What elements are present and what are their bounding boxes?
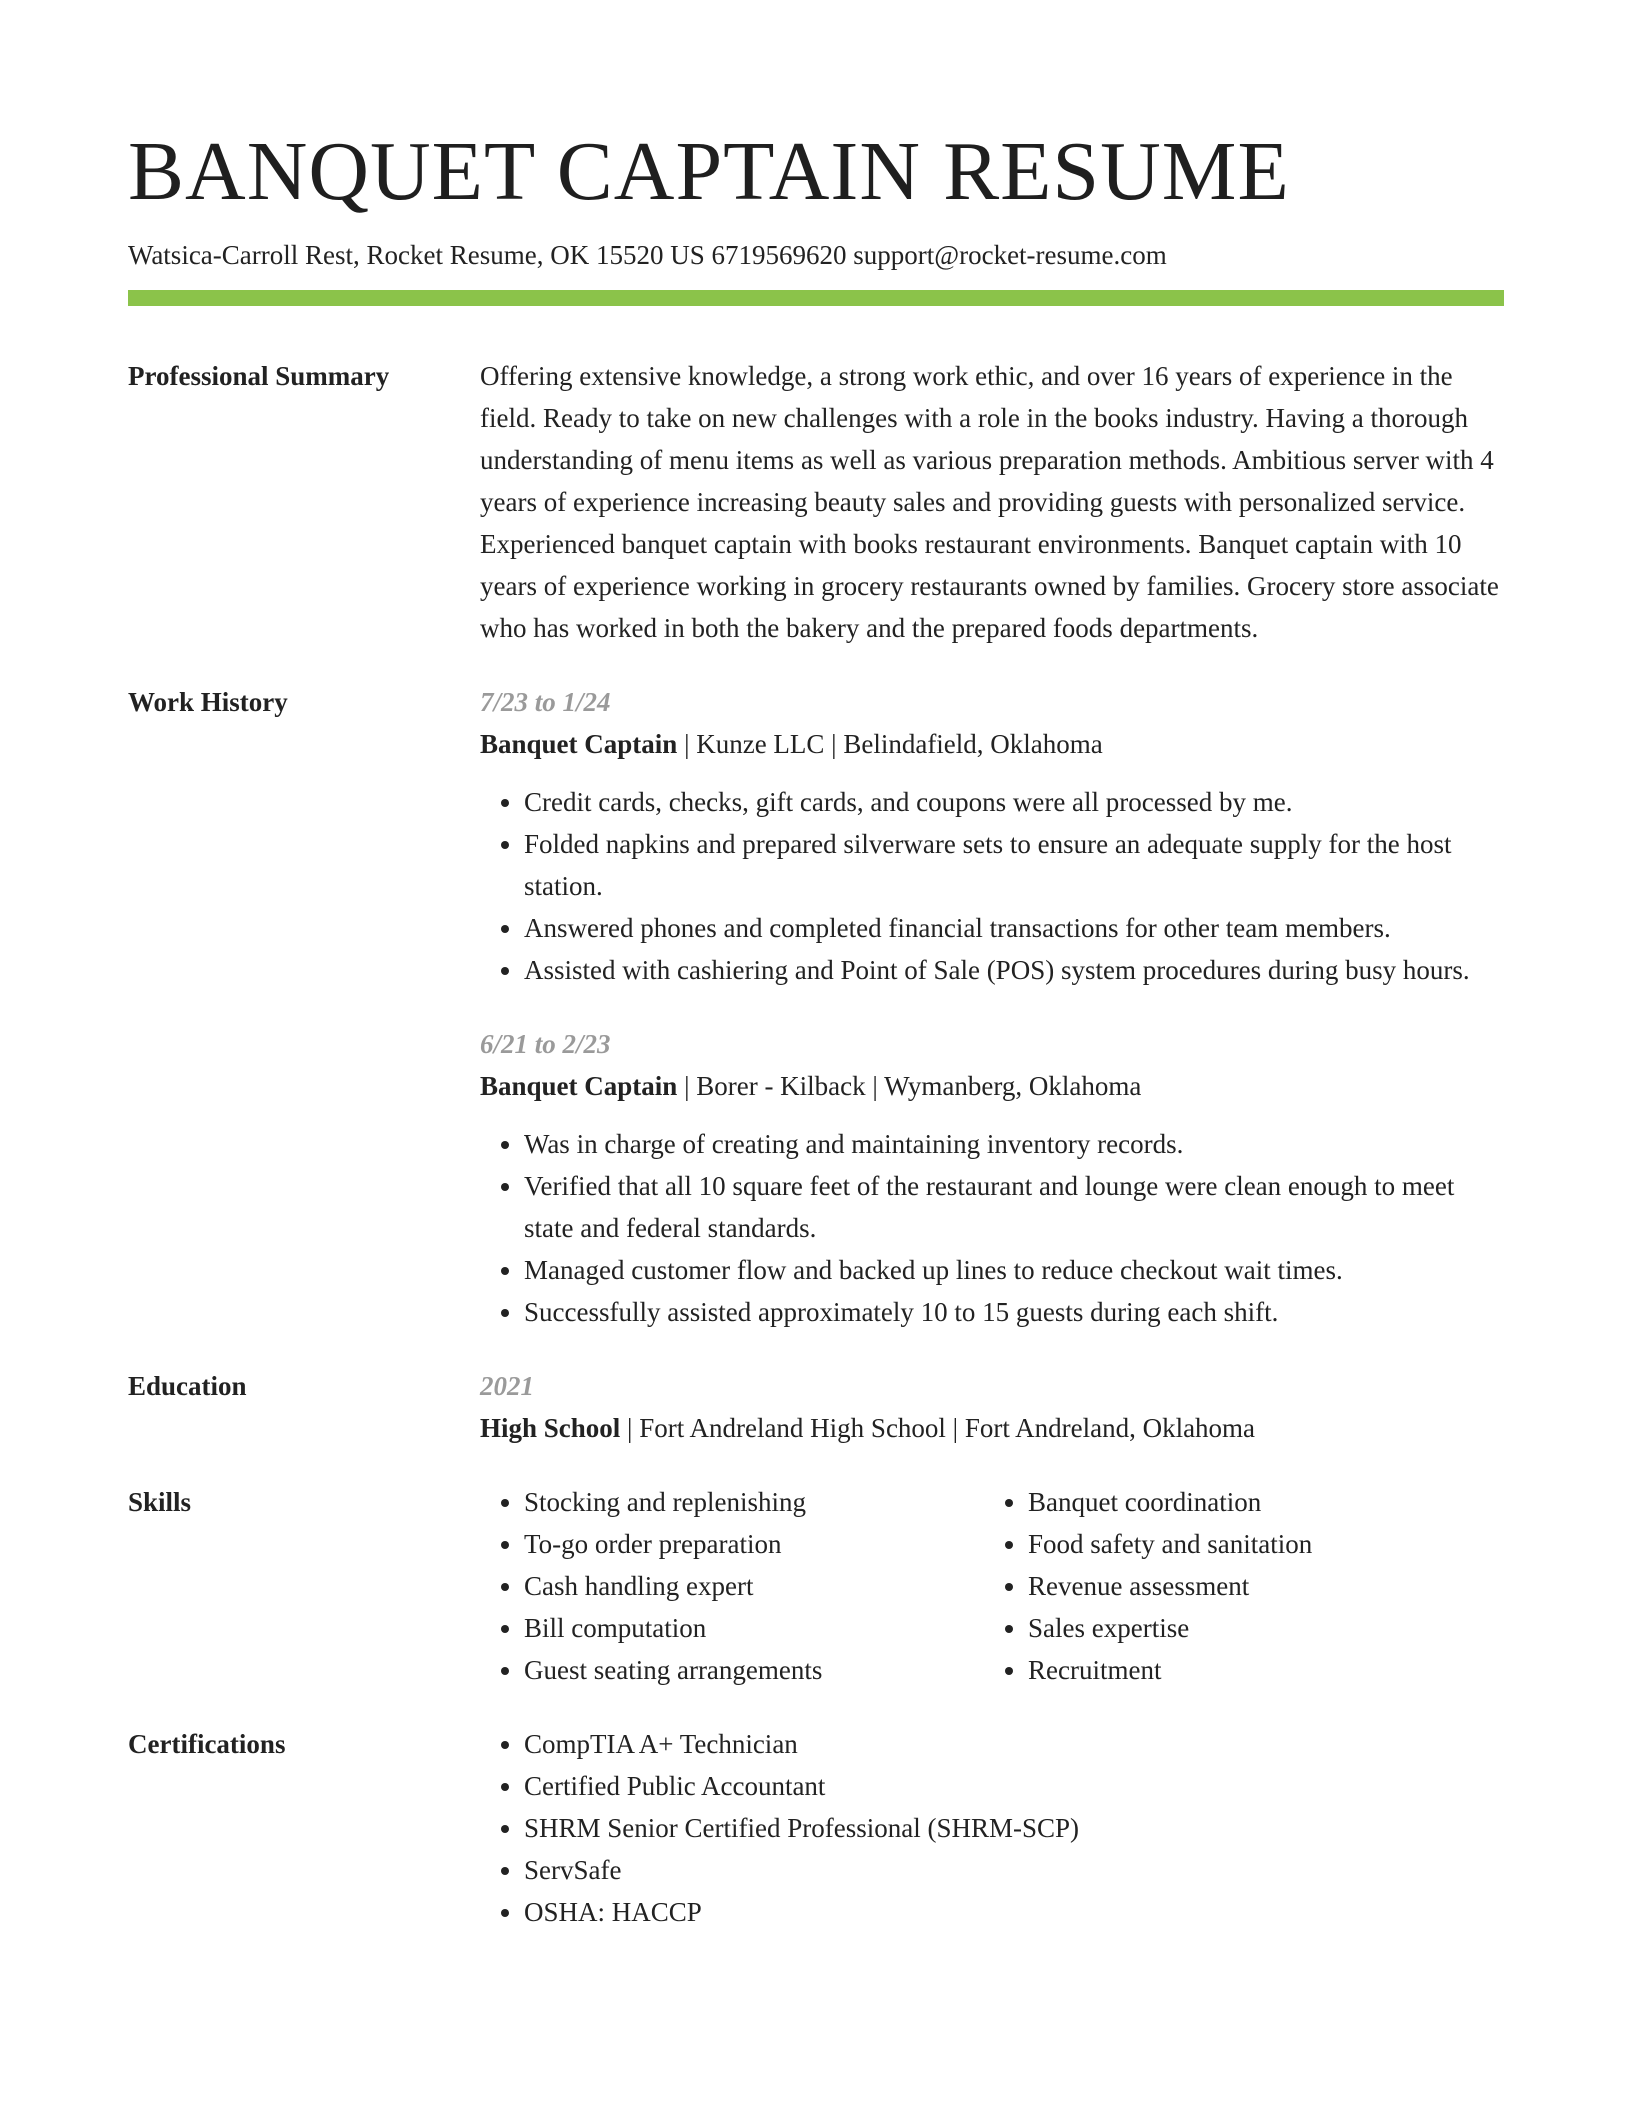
skills-column-1 [480,1481,984,1691]
job-bullet: • Assisted with cashiering and Point of Sale (POS) system procedures during busy hours. [524,949,1504,991]
work-history-body [480,681,1504,1333]
skills-list [984,1481,1312,1691]
contact-email: support@rocket-resume.com [853,240,1167,270]
job-bullet: • Verified that all 10 square feet of the restaurant and lounge were clean enough to meet state and federal standards. [524,1165,1504,1249]
skill-item: • Cash handling expert [524,1565,984,1607]
skill-item: • Recruitment [1028,1649,1312,1691]
certification-item: • Certified Public Accountant [524,1765,1504,1807]
job-dates: 6/21 to 2/23 [480,1029,611,1059]
skill-item: • Sales expertise [1028,1607,1312,1649]
skills-body [480,1481,1504,1691]
education-date: 2021 [480,1371,534,1401]
education-heading: Education [128,1371,247,1401]
job-line [480,723,1504,765]
education-degree: High School [480,1413,621,1443]
job-bullets [480,781,1504,991]
job-title: Banquet Captain [480,1071,678,1101]
job-dates: 7/23 to 1/24 [480,687,611,717]
certifications-body [480,1723,1504,1933]
certification-item: • ServSafe [524,1849,1504,1891]
summary-heading: Professional Summary [128,361,390,391]
job-bullet: • Folded napkins and prepared silverware sets to ensure an adequate supply for the host station. [524,823,1504,907]
job-line [480,1065,1504,1107]
job-title: Banquet Captain [480,729,678,759]
certification-item: • OSHA: HACCP [524,1891,1504,1933]
skill-item: • Stocking and replenishing [524,1481,984,1523]
summary-text: Offering extensive knowledge, a strong work ethic, and over 16 years of experience in the field. Ready to take on new challenges with a role in the books industry. Having a thorough understanding of menu items as well as various preparation methods. Ambitious server with 4 years of experience increasing beauty sales and providing guests with personalized service. Experienced banquet captain with books restaurant environments. Banquet captain with 10 years of experience working in grocery restaurants owned by families. Grocery store associate who has worked in both the bakery and the prepared foods departments. [480,361,1499,643]
certifications-list [480,1723,1504,1933]
job-bullet: • Successfully assisted approximately 10 to 15 guests during each shift. [524,1291,1504,1333]
skills-list [480,1481,984,1691]
skill-item: • Banquet coordination [1028,1481,1312,1523]
contact-line [128,238,1504,272]
skill-item: • To-go order preparation [524,1523,984,1565]
skill-item: • Bill computation [524,1607,984,1649]
education-body [480,1365,1504,1449]
resume-title: BANQUET CAPTAIN RESUME [128,125,1290,218]
education-section [128,1365,1504,1449]
education-details: | Fort Andreland High School | Fort Andreland, Oklahoma [620,1413,1256,1443]
skills-heading: Skills [128,1487,192,1517]
work-history-section [128,681,1504,1333]
certifications-section [128,1723,1504,1933]
certification-item: • CompTIA A+ Technician [524,1723,1504,1765]
job-details: | Borer - Kilback | Wymanberg, Oklahoma [677,1071,1142,1101]
job-entry [480,681,1504,991]
job-entry [480,1023,1504,1333]
header-divider [128,290,1504,306]
contact-address: Watsica-Carroll Rest, Rocket Resume, OK 15520 US [128,240,705,270]
skill-item: • Revenue assessment [1028,1565,1312,1607]
skill-item: • Guest seating arrangements [524,1649,984,1691]
education-line [480,1407,1504,1449]
contact-phone: 6719569620 [711,240,847,270]
skills-section [128,1481,1504,1691]
job-bullet: • Managed customer flow and backed up lines to reduce checkout wait times. [524,1249,1504,1291]
skill-item: • Food safety and sanitation [1028,1523,1312,1565]
certifications-heading: Certifications [128,1729,286,1759]
skills-column-2 [984,1481,1312,1691]
job-bullets [480,1123,1504,1333]
work-history-heading: Work History [128,687,288,717]
job-bullet: • Was in charge of creating and maintaining inventory records. [524,1123,1504,1165]
summary-section [128,355,1504,649]
job-bullet: • Credit cards, checks, gift cards, and coupons were all processed by me. [524,781,1504,823]
resume-page [128,118,1504,1933]
certification-item: • SHRM Senior Certified Professional (SHRM-SCP) [524,1807,1504,1849]
job-details: | Kunze LLC | Belindafield, Oklahoma [677,729,1103,759]
job-bullet: • Answered phones and completed financial transactions for other team members. [524,907,1504,949]
